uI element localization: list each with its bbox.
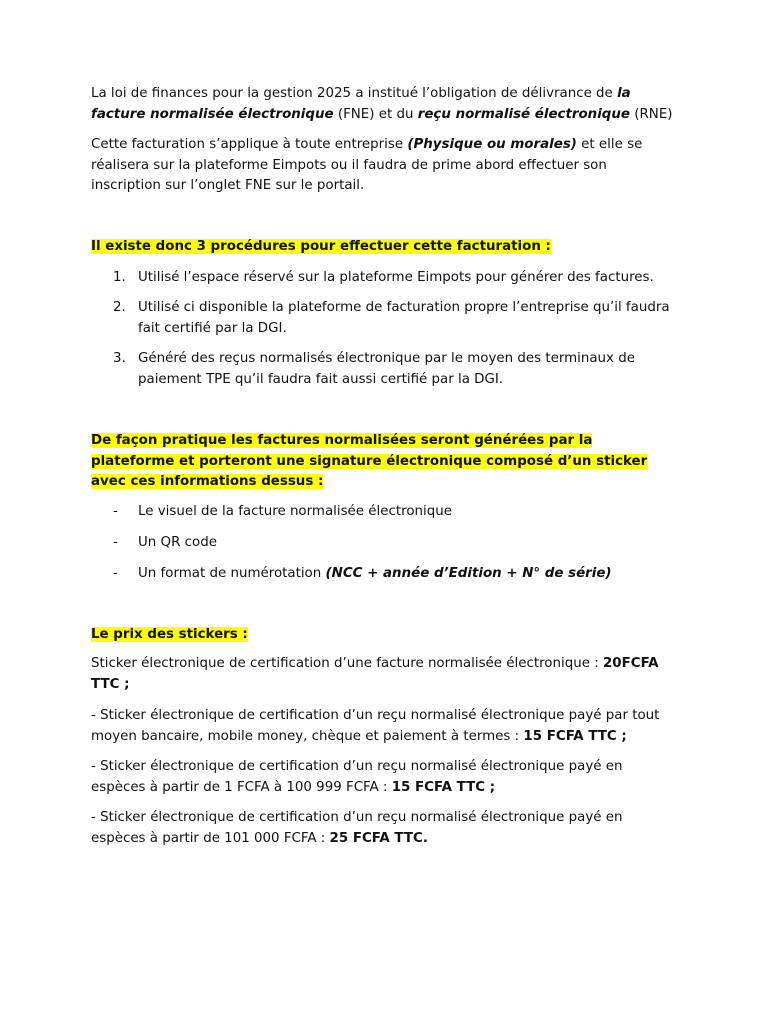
list-item: Utilisé l’espace réservé sur la plateforme Eimpots pour générer des factures. (138, 270, 654, 285)
bullet-text: Un QR code (138, 535, 217, 550)
price-line (91, 808, 681, 849)
bullet-text: Le visuel de la facture normalisée électronique (138, 504, 452, 519)
price-value: 15 FCFA TTC ; (523, 728, 627, 744)
bullet-item (138, 564, 678, 585)
bullet-dash: - (113, 566, 118, 581)
price-line (91, 654, 681, 695)
bullet-item (138, 533, 678, 554)
price-value: 20FCFA TTC ; (91, 656, 659, 692)
price-value: 15 FCFA TTC ; (391, 779, 496, 795)
pratique-heading-text: De façon pratique les factures normalisées seront générées par la plateforme et porteront une signature électronique composé d’un sticker avec ces informations dessus : (91, 433, 648, 490)
intro-emphasis-rne: reçu normalisé électronique (417, 106, 631, 122)
intro-text: La loi de finances pour la gestion 2025 a institué l’obligation de délivrance de (91, 86, 618, 101)
prix-heading-text: Le prix des stickers : (91, 627, 248, 642)
intro-paragraph-2 (91, 135, 681, 197)
procedures-heading-text: Il existe donc 3 procédures pour effectuer cette facturation : (91, 239, 551, 254)
bullet-text: Un format de numérotation (138, 566, 326, 581)
bullet-dash: - (113, 504, 118, 519)
price-description: - Sticker électronique de certification d’un reçu normalisé électronique payé en espèces à partir de 1 FCFA à 100 999 FCFA : (91, 759, 623, 795)
intro-text: (RNE) (630, 106, 673, 122)
list-item: Généré des reçus normalisés électronique par le moyen des terminaux de paiement TPE qu’il faudra fait aussi certifié par la DGI. (138, 351, 635, 387)
price-description: - Sticker électronique de certification d’un reçu normalisé électronique payé en espèces à partir de 101 000 FCFA : (91, 810, 623, 846)
prix-heading (91, 625, 681, 646)
intro-emphasis-entity-type: (Physique ou morales) (407, 137, 577, 152)
intro-text: (FNE) et du (333, 106, 418, 122)
price-description: - Sticker électronique de certification d’un reçu normalisé électronique payé par tout moyen bancaire, mobile money, chèque et paiement à termes : (91, 708, 660, 744)
pratique-heading (91, 431, 676, 493)
intro-emphasis-fne: la facture normalisée électronique (91, 86, 631, 122)
price-line (91, 757, 681, 798)
price-line (91, 706, 681, 747)
bullet-item (138, 502, 678, 523)
list-item: Utilisé ci disponible la plateforme de facturation propre l’entreprise qu’il faudra fait certifié par la DGI. (138, 300, 670, 336)
intro-text: et elle se réalisera sur la plateforme Eimpots ou il faudra de prime abord effectuer son inscription sur l’onglet FNE sur le portail. (91, 137, 643, 194)
price-value: 25 FCFA TTC. (329, 830, 428, 846)
bullet-emphasis-format: (NCC + année d’Edition + N° de série) (325, 566, 612, 581)
list-number: 2. (113, 300, 126, 315)
intro-paragraph-1 (91, 84, 681, 125)
intro-text: Cette facturation s’applique à toute entreprise (91, 137, 408, 152)
list-number: 1. (113, 270, 126, 285)
bullet-dash: - (113, 535, 118, 550)
procedures-heading (91, 237, 681, 258)
price-description: Sticker électronique de certification d’une facture normalisée électronique : (91, 656, 603, 671)
list-number: 3. (113, 351, 126, 366)
